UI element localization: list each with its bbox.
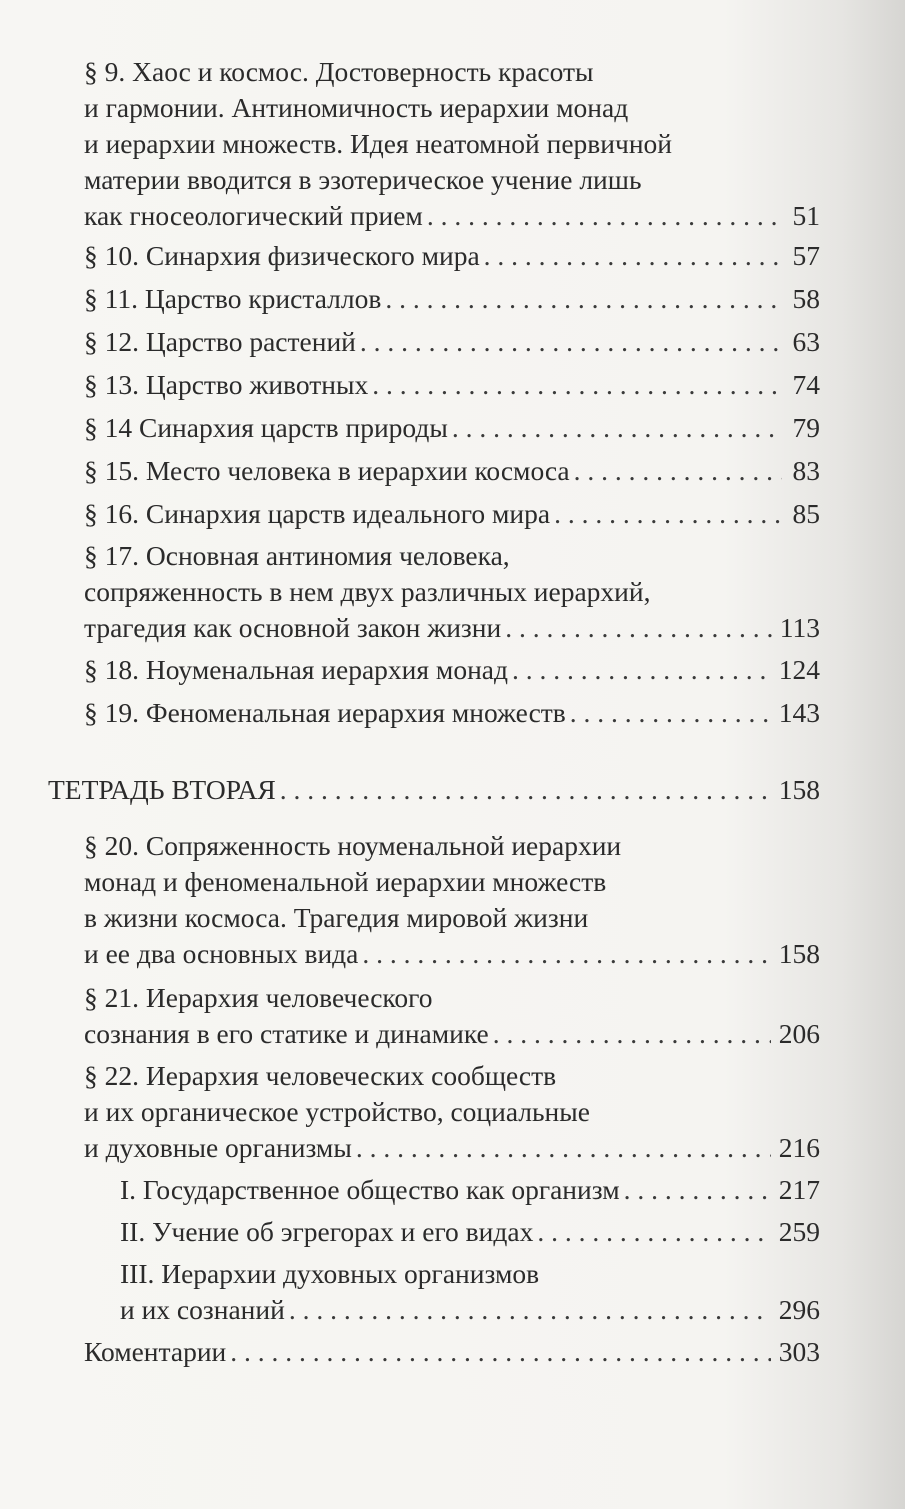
- page-number: 158: [778, 938, 820, 969]
- page-number: 51: [792, 200, 820, 231]
- toc-entry-text: § 17. Основная антиномия человека,: [84, 540, 510, 571]
- dot-leader: [537, 1214, 770, 1250]
- toc-entry-text: в жизни космоса. Трагедия мировой жизни: [84, 902, 589, 933]
- dot-leader: [360, 324, 782, 360]
- toc-entry-text: и гармонии. Антиномичность иерархии монад: [84, 92, 629, 123]
- toc-entry-text: и иерархии множеств. Идея неатомной первичной: [84, 128, 673, 159]
- dot-leader: [554, 496, 782, 532]
- toc-entry-text: III. Иерархии духовных организмов: [120, 1258, 540, 1289]
- toc-entry-title: I. Государственное общество как организм: [120, 1174, 620, 1205]
- toc-entry-title: и духовные организмы: [84, 1132, 352, 1163]
- page-number: 57: [792, 240, 820, 271]
- page-number: 158: [778, 774, 820, 805]
- dot-leader: [289, 1292, 771, 1328]
- page-number: 217: [778, 1174, 820, 1205]
- page-number: 259: [778, 1216, 820, 1247]
- dot-leader: [493, 1016, 771, 1052]
- toc-entry-title: трагедия как основной закон жизни: [84, 612, 502, 643]
- toc-entry-title: Коментарии: [84, 1336, 227, 1367]
- toc-entry-text: сопряженность в нем двух различных иерархий,: [84, 576, 651, 607]
- toc-entry-18: [84, 652, 820, 688]
- toc-entry-17: [84, 538, 820, 646]
- toc-entry-title: § 13. Царство животных: [84, 369, 369, 400]
- dot-leader: [505, 610, 772, 646]
- dot-leader: [624, 1172, 771, 1208]
- toc-entry-title: § 14 Синархия царств природы: [84, 412, 448, 443]
- toc-entry-text: § 20. Сопряженность ноуменальной иерархии: [84, 830, 622, 861]
- toc-entry-text: § 9. Хаос и космос. Достоверность красоты: [84, 56, 594, 87]
- toc-entry-text: монад и феноменальной иерархии множеств: [84, 866, 607, 897]
- toc-entry-title: II. Учение об эгрегорах и его видах: [120, 1216, 534, 1247]
- page-number: 79: [792, 412, 820, 443]
- dot-leader: [484, 238, 782, 274]
- dot-leader: [362, 936, 770, 972]
- toc-subentry-3: [120, 1256, 820, 1328]
- toc-entry-22: [84, 1058, 820, 1166]
- toc-entry-text: материи вводится в эзотерическое учение лишь: [84, 164, 642, 195]
- toc-entry-title: § 19. Феноменальная иерархия множеств: [84, 697, 566, 728]
- toc-entry-12: [84, 324, 820, 360]
- page-number: 296: [778, 1294, 820, 1325]
- dot-leader: [356, 1130, 771, 1166]
- dot-leader: [512, 652, 771, 688]
- toc-entry-14: [84, 410, 820, 446]
- page-number: 143: [778, 697, 820, 728]
- dot-leader: [385, 281, 782, 317]
- page-number: 74: [792, 369, 820, 400]
- dot-leader: [427, 198, 782, 234]
- toc-entry-19: [84, 695, 820, 731]
- page-number: 113: [779, 612, 820, 643]
- toc-entry-title: и их сознаний: [120, 1294, 285, 1325]
- toc-part-heading: [48, 772, 820, 808]
- dot-leader: [230, 1334, 770, 1370]
- dot-leader: [372, 367, 782, 403]
- toc-entry-title: § 12. Царство растений: [84, 326, 356, 357]
- toc-entry-21: [84, 980, 820, 1052]
- toc-entry-9: [84, 54, 820, 234]
- toc-entry-15: [84, 453, 820, 489]
- toc-entry-11: [84, 281, 820, 317]
- page-number: 63: [792, 326, 820, 357]
- dot-leader: [280, 772, 771, 808]
- toc-entry-title: § 10. Синархия физического мира: [84, 240, 480, 271]
- toc-entry-comments: [84, 1334, 820, 1370]
- page-number: 83: [792, 455, 820, 486]
- toc-entry-title: сознания в его статике и динамике: [84, 1018, 489, 1049]
- page-number: 216: [778, 1132, 820, 1163]
- page-number: 303: [778, 1336, 820, 1367]
- dot-leader: [574, 453, 782, 489]
- toc-entry-text: § 21. Иерархия человеческого: [84, 982, 433, 1013]
- toc-entry-16: [84, 496, 820, 532]
- toc-subentry-2: [120, 1214, 820, 1250]
- toc-entry-title: § 16. Синархия царств идеального мира: [84, 498, 551, 529]
- toc-entry-text: § 22. Иерархия человеческих сообществ: [84, 1060, 557, 1091]
- page-number: 124: [778, 654, 820, 685]
- dot-leader: [452, 410, 782, 446]
- page-number: 85: [792, 498, 820, 529]
- toc-entry-title: § 18. Ноуменальная иерархия монад: [84, 654, 508, 685]
- toc-entry-20: [84, 828, 820, 972]
- toc-entry-text: и их органическое устройство, социальные: [84, 1096, 590, 1127]
- toc-entry-title: § 15. Место человека в иерархии космоса: [84, 455, 570, 486]
- toc-entry-title: ТЕТРАДЬ ВТОРАЯ: [48, 774, 276, 805]
- page-number: 58: [792, 283, 820, 314]
- toc-entry-title: § 11. Царство кристаллов: [84, 283, 382, 314]
- toc-entry-title: как гносеологический прием: [84, 200, 423, 231]
- page-number: 206: [778, 1018, 820, 1049]
- toc-subentry-1: [120, 1172, 820, 1208]
- toc-entry-title: и ее два основных вида: [84, 938, 359, 969]
- toc-entry-13: [84, 367, 820, 403]
- dot-leader: [570, 695, 771, 731]
- toc-entry-10: [84, 238, 820, 274]
